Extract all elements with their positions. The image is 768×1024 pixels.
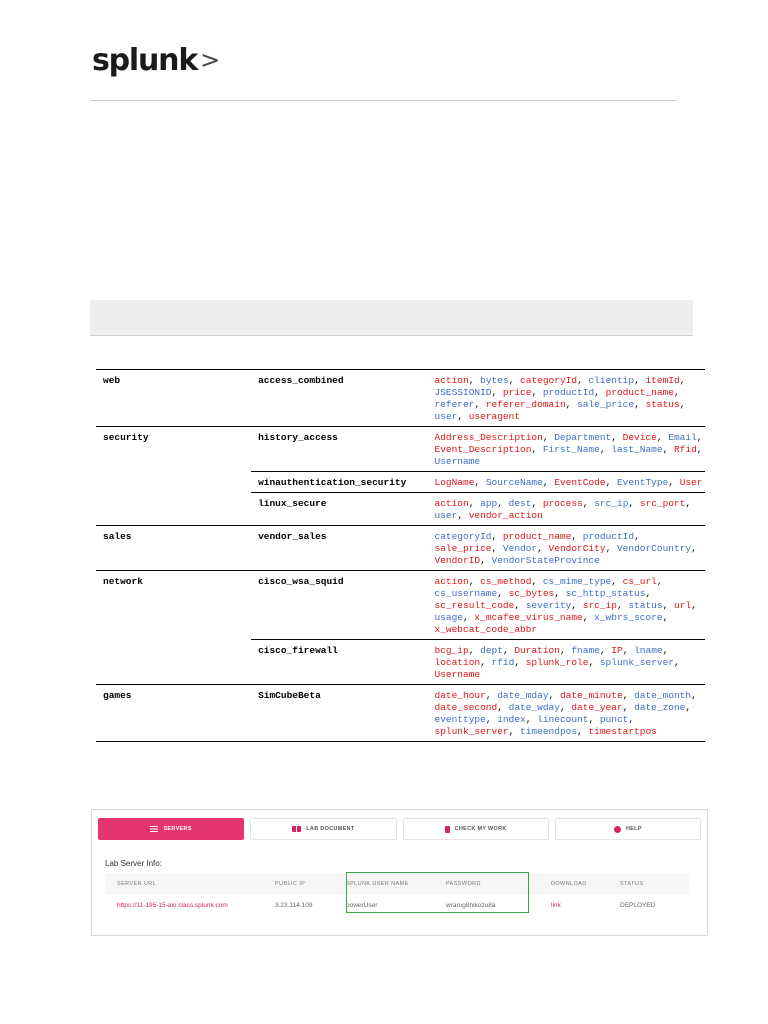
logo-chevron: >: [200, 46, 221, 74]
sourcetype-cell: history_access: [258, 432, 338, 443]
field-name: linecount: [537, 714, 589, 725]
field-name: Department: [554, 432, 612, 443]
field-name: date_zone: [634, 702, 686, 713]
download-link[interactable]: link: [551, 901, 561, 909]
server-list-icon: [150, 826, 158, 832]
field-name: usage: [434, 612, 464, 623]
fields-cell: action, cs_method, cs_mime_type, cs_url, cs_username, sc_bytes, sc_http_status, sc_result_code, severity, src_ip, status, url, usage, x_mcafee_virus_name, x_wbrs_score, x_webcat_code_abbr: [434, 576, 697, 635]
field-name: fname: [571, 645, 600, 656]
field-name: action: [434, 375, 469, 386]
tab-label: LAB DOCUMENT: [306, 826, 355, 832]
field-name: x_mcafee_virus_name: [474, 612, 583, 623]
field-name: status: [628, 600, 663, 611]
sourcetype-cell: vendor_sales: [258, 531, 327, 542]
sourcetype-cell: cisco_firewall: [251, 640, 427, 685]
field-name: First_Name: [542, 444, 600, 455]
field-name: sc_http_status: [565, 588, 646, 599]
tab-label: SERVERS: [163, 826, 192, 832]
field-name: User: [679, 477, 703, 488]
field-name: src_ip: [582, 600, 617, 611]
field-name: process: [542, 498, 583, 509]
field-name: Rfid: [673, 444, 697, 455]
field-name: timeendpos: [520, 726, 578, 737]
field-name: sale_price: [434, 543, 492, 554]
tab-help[interactable]: [555, 818, 701, 840]
field-name: date_wday: [508, 702, 560, 713]
field-name: Address_Description: [434, 432, 543, 443]
field-name: EventCode: [554, 477, 606, 488]
field-name: sc_result_code: [434, 600, 515, 611]
fields-cell: categoryId, product_name, productId, sale_price, Vendor, VendorCity, VendorCountry, VendorID, VendorStateProvince: [434, 531, 697, 566]
field-name: splunk_server: [434, 726, 509, 737]
field-name: productId: [542, 387, 595, 398]
field-name: JSESSIONID: [434, 387, 492, 398]
field-name: src_port: [639, 498, 686, 509]
lab-tabs: [98, 818, 701, 838]
field-name: bytes: [480, 375, 509, 386]
status-value: DEPLOYED: [620, 901, 656, 909]
sourcetype-cell: linux_secure: [251, 493, 427, 526]
field-name: EventType: [616, 477, 669, 488]
index-cell: [96, 472, 251, 493]
col-password: PASSWORD: [434, 874, 539, 894]
field-name: Vendor: [502, 543, 538, 554]
field-name: lname: [634, 645, 663, 656]
table-row: [96, 526, 705, 571]
field-name: VendorID: [434, 555, 481, 566]
field-name: vendor_action: [468, 510, 543, 521]
field-name: user: [434, 510, 458, 521]
table-row: [96, 571, 705, 640]
sourcetype-cell: SimCubeBeta: [258, 690, 321, 701]
field-name: app: [480, 498, 498, 509]
field-name: cs_username: [434, 588, 498, 599]
field-name: date_year: [571, 702, 623, 713]
field-name: Duration: [514, 645, 560, 656]
field-name: IP: [611, 645, 623, 656]
sourcetype-cell: access_combined: [258, 375, 344, 386]
field-name: VendorCity: [548, 543, 606, 554]
field-name: eventtype: [434, 714, 486, 725]
field-name: VendorStateProvince: [491, 555, 600, 566]
splunk-logo: [92, 42, 220, 78]
field-name: x_webcat_code_abbr: [434, 624, 538, 635]
field-name: Username: [434, 669, 481, 680]
index-cell: games: [103, 690, 132, 701]
field-name: splunk_role: [525, 657, 589, 668]
field-name: sale_price: [577, 399, 635, 410]
field-name: price: [502, 387, 532, 398]
public-ip-value: 3.23.114.109: [275, 901, 313, 909]
lab-server-info-title: Lab Server Info:: [105, 859, 162, 868]
col-user-name: SPLUNK USER NAME: [334, 874, 434, 894]
field-name: productId: [582, 531, 635, 542]
field-name: dept: [480, 645, 503, 656]
lab-portal: [91, 809, 708, 936]
field-name: categoryId: [520, 375, 578, 386]
field-name: sc_bytes: [508, 588, 555, 599]
book-icon: [292, 826, 301, 832]
field-name: src_ip: [594, 498, 629, 509]
table-row: [96, 472, 705, 493]
field-name: VendorCountry: [616, 543, 692, 554]
col-server-url: SERVER URL: [105, 874, 263, 894]
field-name: referer: [434, 399, 475, 410]
field-name: Email: [668, 432, 697, 443]
field-name: bcg_ip: [434, 645, 469, 656]
credentials-highlight-box: [346, 872, 529, 913]
header-divider: [90, 100, 676, 101]
field-name: url: [674, 600, 692, 611]
section-header-bar: [90, 300, 693, 336]
index-cell: [96, 640, 251, 685]
field-name: date_mday: [497, 690, 549, 701]
index-cell: security: [103, 432, 149, 443]
password-value: wrarug8hikozu8a: [446, 901, 496, 909]
logo-wordmark: splunk: [92, 42, 198, 78]
table-row: [96, 493, 705, 526]
field-name: SourceName: [485, 477, 543, 488]
field-name: last_Name: [611, 444, 663, 455]
field-name: cs_url: [622, 576, 657, 587]
field-name: cs_mime_type: [542, 576, 612, 587]
index-cell: [96, 493, 251, 526]
table-row: [96, 427, 705, 472]
field-name: useragent: [468, 411, 521, 422]
field-name: action: [434, 576, 469, 587]
index-cell: network: [103, 576, 143, 587]
field-name: rfid: [491, 657, 515, 668]
fields-cell: bcg_ip, dept, Duration, fname, IP, lname, location, rfid, splunk_role, splunk_server, Username: [428, 640, 706, 685]
col-public-ip: PUBLIC IP: [263, 874, 334, 894]
field-name: severity: [525, 600, 572, 611]
index-cell: web: [103, 375, 121, 386]
sourcetype-cell: cisco_wsa_squid: [258, 576, 344, 587]
fields-cell: date_hour, date_mday, date_minute, date_month, date_second, date_wday, date_year, date_zone, eventtype, index, linecount, punct, splunk_server, timeendpos, timestartpos: [434, 690, 697, 737]
field-name: product_name: [605, 387, 674, 398]
fields-cell: action, bytes, categoryId, clientip, itemId, JSESSIONID, price, productId, product_name, referer, referer_domain, sale_price, status, user, useragent: [434, 375, 686, 422]
table-row: [96, 370, 705, 427]
index-cell: sales: [103, 531, 132, 542]
tab-check-my-work[interactable]: [403, 818, 549, 840]
table-row: [96, 640, 705, 685]
server-url-link[interactable]: https://11-195-15-aio.class.splunk.com: [117, 901, 228, 909]
sourcetype-cell: winauthentication_security: [251, 472, 427, 493]
field-name: dest: [508, 498, 532, 509]
fields-cell: Address_Description, Department, Device, Email, Event_Description, First_Name, last_Name, Rfid, Username: [434, 432, 703, 467]
col-download: DOWNLOAD: [539, 874, 608, 894]
field-name: status: [645, 399, 680, 410]
fields-cell: LogName, SourceName, EventCode, EventType, User: [428, 472, 706, 493]
field-name: date_month: [634, 690, 692, 701]
field-name: product_name: [502, 531, 572, 542]
clipboard-icon: [445, 826, 450, 833]
tab-label: HELP: [625, 826, 642, 832]
field-name: Event_Description: [434, 444, 532, 455]
tab-servers[interactable]: [98, 818, 244, 840]
field-name: x_wbrs_score: [594, 612, 663, 623]
col-status: STATUS: [608, 874, 689, 894]
field-name: index: [497, 714, 526, 725]
field-name: location: [434, 657, 481, 668]
field-name: cs_method: [480, 576, 532, 587]
field-name: punct: [599, 714, 629, 725]
field-name: Device: [622, 432, 657, 443]
field-name: LogName: [434, 477, 475, 488]
field-name: date_second: [434, 702, 498, 713]
field-name: categoryId: [434, 531, 492, 542]
field-name: timestartpos: [588, 726, 657, 737]
field-name: action: [434, 498, 469, 509]
field-name: user: [434, 411, 458, 422]
table-row: [96, 685, 705, 742]
field-name: itemId: [645, 375, 680, 386]
field-name: splunk_server: [599, 657, 674, 668]
field-name: referer_domain: [485, 399, 566, 410]
field-name: date_hour: [434, 690, 486, 701]
tab-label: CHECK MY WORK: [454, 826, 507, 832]
index-sourcetype-table: [96, 369, 705, 742]
field-name: date_minute: [559, 690, 623, 701]
field-name: clientip: [588, 375, 635, 386]
user-name-value: powerUser: [346, 901, 378, 909]
fields-cell: action, app, dest, process, src_ip, src_port, user, vendor_action: [428, 493, 706, 526]
help-icon: [614, 826, 621, 833]
field-name: Username: [434, 456, 481, 467]
tab-lab-document[interactable]: [250, 818, 396, 840]
